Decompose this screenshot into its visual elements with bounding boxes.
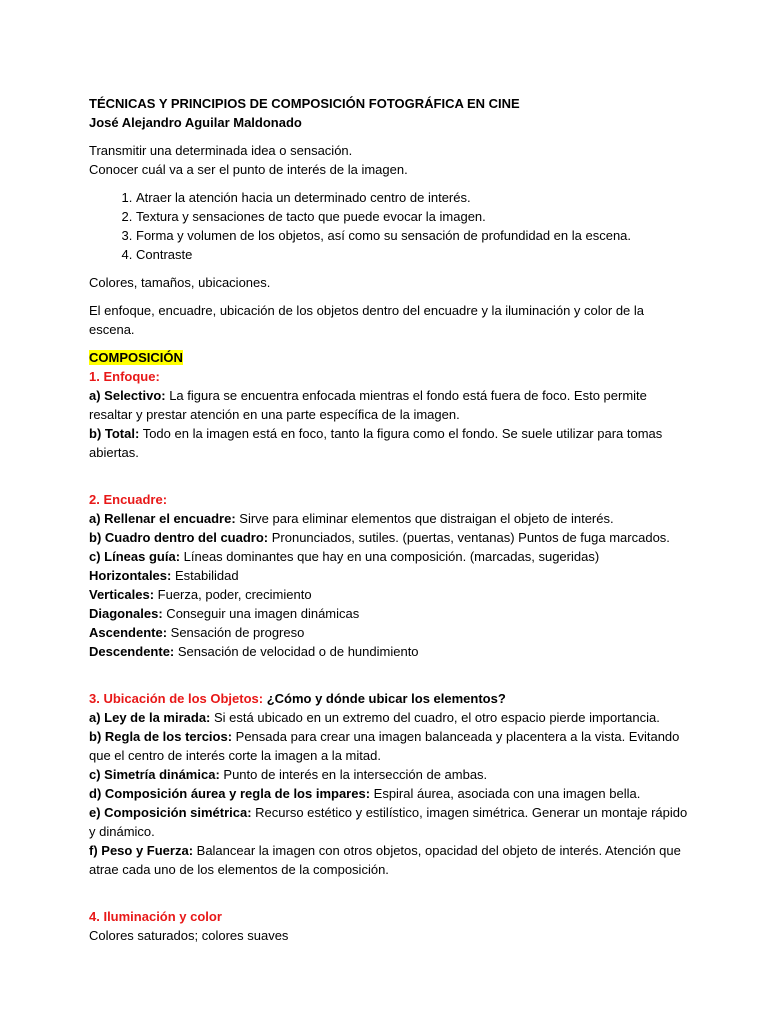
item-text: Pronunciados, sutiles. (puertas, ventanas) Puntos de fuga marcados.: [268, 530, 670, 545]
item-label: Horizontales:: [89, 568, 172, 583]
encuadre-title: 2. Encuadre:: [89, 492, 168, 507]
intro-line-1: Transmitir una determinada idea o sensación.: [89, 143, 353, 158]
item-text: Fuerza, poder, crecimiento: [154, 587, 312, 602]
list-item: 2. Textura y sensaciones de tacto que puede evocar la imagen.: [136, 207, 688, 226]
enfoque-title: 1. Enfoque:: [89, 369, 160, 384]
encuadre-item: [89, 528, 688, 547]
ubicacion-item: [89, 727, 688, 765]
ubicacion-item: [89, 708, 688, 727]
list-item: 3. Forma y volumen de los objetos, así como su sensación de profundidad en la escena.: [136, 226, 688, 245]
section-heading: [89, 348, 688, 367]
enfoque-b: [89, 424, 688, 462]
item-label: a) Ley de la mirada:: [89, 710, 211, 725]
item-text: Si está ubicado en un extremo del cuadro, el otro espacio pierde importancia.: [210, 710, 660, 725]
item-label: e) Composición simétrica:: [89, 805, 252, 820]
encuadre-item: [89, 509, 688, 528]
item-text: Punto de interés en la intersección de ambas.: [219, 767, 488, 782]
iluminacion-title: 4. Iluminación y color: [89, 909, 222, 924]
colors-line: Colores, tamaños, ubicaciones.: [89, 275, 271, 290]
summary-line: El enfoque, encuadre, ubicación de los objetos dentro del encuadre y la iluminación y color de la escena.: [89, 303, 645, 337]
item-label: Descendente:: [89, 644, 175, 659]
intro-list: [89, 188, 688, 264]
encuadre-item: [89, 566, 688, 585]
item-label: b) Total:: [89, 426, 140, 441]
ubicacion-item: [89, 803, 688, 841]
item-label: f) Peso y Fuerza:: [89, 843, 194, 858]
ubicacion-title: 3. Ubicación de los Objetos:: [89, 691, 264, 706]
encuadre-item: [89, 585, 688, 604]
intro-line-2: Conocer cuál va a ser el punto de interés de la imagen.: [89, 162, 408, 177]
item-label: a) Rellenar el encuadre:: [89, 511, 236, 526]
encuadre-item: [89, 547, 688, 566]
list-item: 4. Contraste: [136, 245, 688, 264]
ubicacion-item: [89, 841, 688, 879]
encuadre-item: [89, 604, 688, 623]
item-text: Todo en la imagen está en foco, tanto la figura como el fondo. Se suele utilizar para tomas abiertas.: [89, 426, 663, 460]
item-text: Conseguir una imagen dinámicas: [162, 606, 360, 621]
ubicacion-item: [89, 784, 688, 803]
item-label: a) Selectivo:: [89, 388, 166, 403]
item-label: c) Líneas guía:: [89, 549, 181, 564]
item-label: d) Composición áurea y regla de los impares:: [89, 786, 371, 801]
item-text: Balancear la imagen con otros objetos, opacidad del objeto de interés. Atención que atrae cada uno de los elementos de la composición.: [89, 843, 681, 877]
document-author: José Alejandro Aguilar Maldonado: [89, 115, 302, 130]
item-text: Recurso estético y estilístico, imagen simétrica. Generar un montaje rápido y dinámico.: [89, 805, 688, 839]
item-label: Diagonales:: [89, 606, 163, 621]
item-text: Sirve para eliminar elementos que distraigan el objeto de interés.: [235, 511, 614, 526]
item-text: La figura se encuentra enfocada mientras el fondo está fuera de foco. Esto permite resaltar y prestar atención en una parte específica de la imagen.: [89, 388, 647, 422]
ubicacion-heading: [89, 689, 688, 708]
enfoque-a: [89, 386, 688, 424]
item-label: Verticales:: [89, 587, 155, 602]
item-label: b) Regla de los tercios:: [89, 729, 233, 744]
item-label: b) Cuadro dentro del cuadro:: [89, 530, 269, 545]
item-text: Líneas dominantes que hay en una composición. (marcadas, sugeridas): [180, 549, 600, 564]
item-text: Pensada para crear una imagen balanceada y placentera a la vista. Evitando que el centro de interés corte la imagen a la mitad.: [89, 729, 680, 763]
iluminacion-text: Colores saturados; colores suaves: [89, 928, 289, 943]
list-item: 1. Atraer la atención hacia un determinado centro de interés.: [136, 188, 688, 207]
encuadre-item: [89, 642, 688, 661]
item-text: Estabilidad: [171, 568, 239, 583]
item-text: Sensación de velocidad o de hundimiento: [174, 644, 419, 659]
item-label: c) Simetría dinámica:: [89, 767, 220, 782]
document-title: TÉCNICAS Y PRINCIPIOS DE COMPOSICIÓN FOTOGRÁFICA EN CINE: [89, 96, 520, 111]
item-text: Sensación de progreso: [167, 625, 305, 640]
highlighted-heading: COMPOSICIÓN: [89, 350, 183, 365]
item-text: Espiral áurea, asociada con una imagen bella.: [370, 786, 641, 801]
ubicacion-item: [89, 765, 688, 784]
item-label: Ascendente:: [89, 625, 168, 640]
encuadre-item: [89, 623, 688, 642]
ubicacion-question: ¿Cómo y dónde ubicar los elementos?: [263, 691, 506, 706]
